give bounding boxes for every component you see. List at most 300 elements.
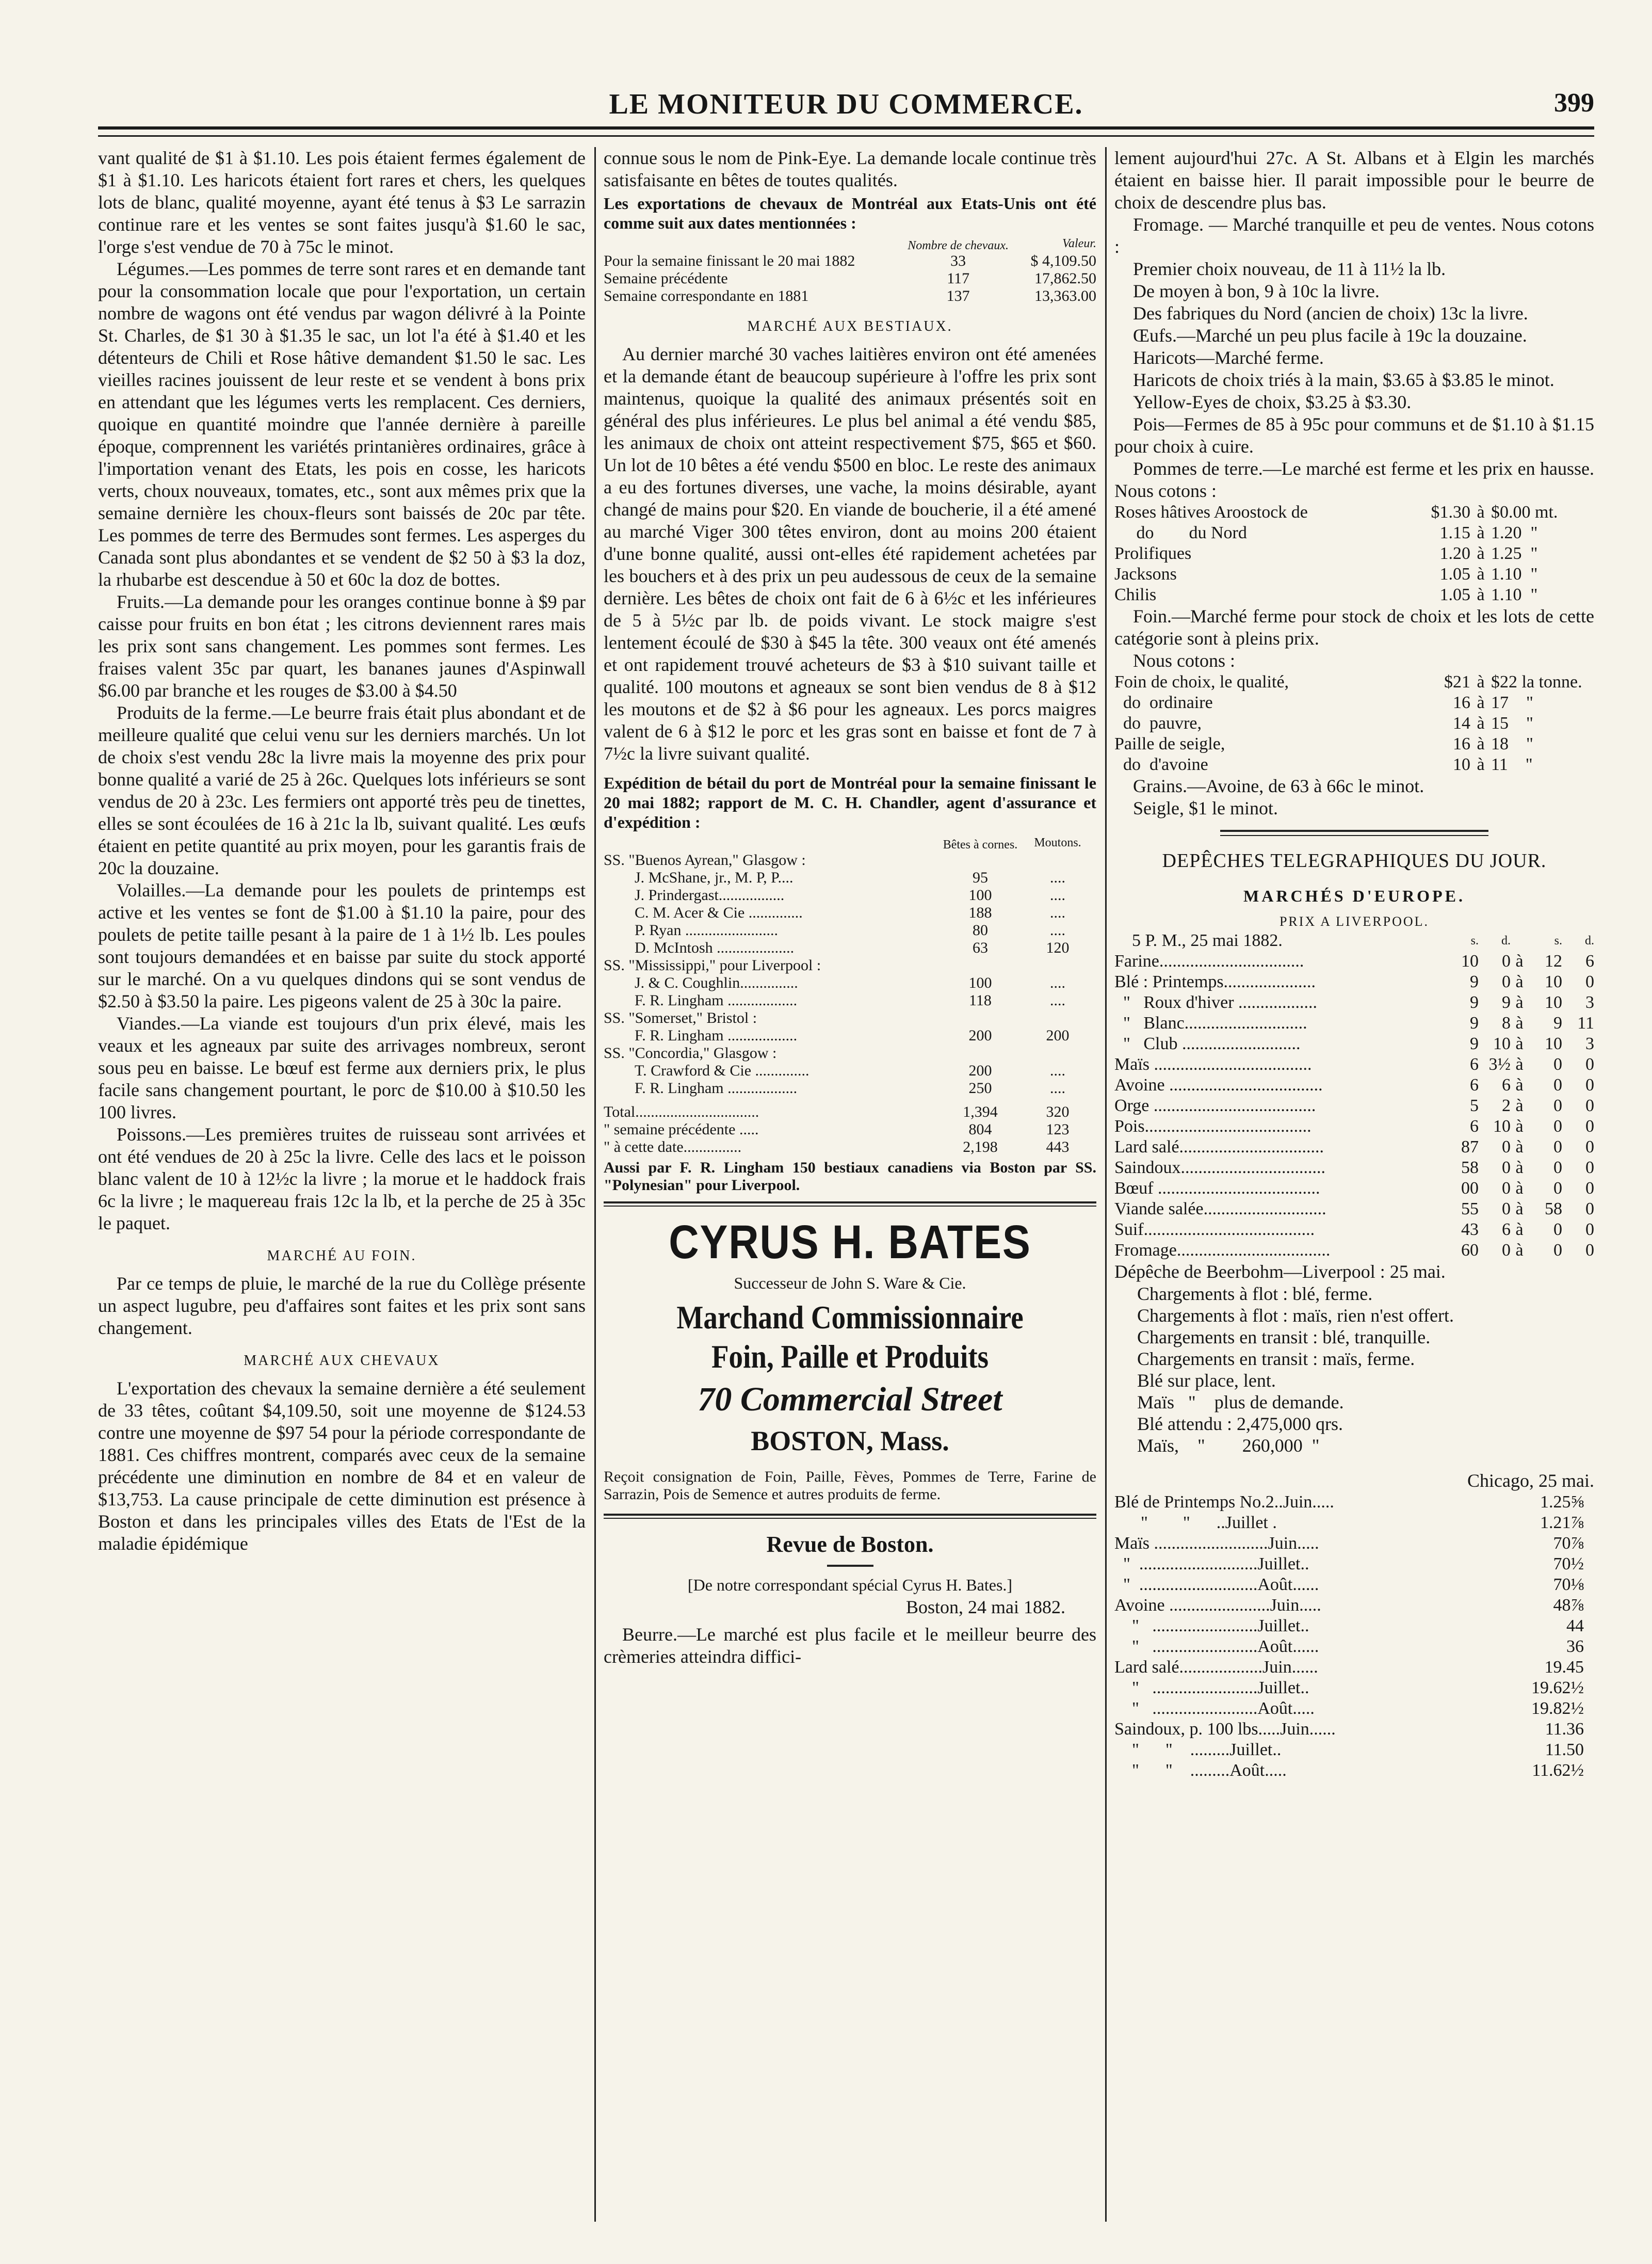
expedition-note: Aussi par F. R. Lingham 150 bestiaux canadiens via Boston par SS. "Polynesian" pour Liverpool. <box>604 1159 1096 1194</box>
expedition-row-betes: 95 <box>973 869 988 886</box>
table-row <box>604 1062 1096 1080</box>
table-row <box>1114 693 1594 713</box>
liverpool-sep: à <box>1515 1055 1524 1074</box>
liverpool-s1: 60 <box>1461 1241 1479 1260</box>
liverpool-sep: à <box>1515 1117 1524 1136</box>
price-sep: à <box>1477 672 1485 692</box>
price-sep: à <box>1477 693 1485 712</box>
liverpool-d2: 0 <box>1585 1179 1594 1198</box>
expedition-row-label: SS. "Concordia," Glasgow : <box>604 1045 777 1062</box>
table-row <box>604 1138 1096 1156</box>
table-row <box>604 287 1096 305</box>
price-sep: à <box>1477 523 1485 542</box>
foin-cotons: Nous cotons : <box>1133 650 1235 671</box>
liverpool-sep: à <box>1515 1137 1524 1157</box>
expedition-row-betes: 250 <box>968 1080 992 1097</box>
liverpool-label: Viande salée............................ <box>1114 1199 1326 1218</box>
price-high: $22 la tonne. <box>1491 672 1582 692</box>
fromage-paragraph: Fromage. — Marché tranquille et peu de ventes. Nous cotons : <box>1114 214 1594 257</box>
liverpool-s1: 55 <box>1461 1199 1479 1218</box>
liverpool-sep: à <box>1515 1158 1524 1177</box>
liverpool-d1: 10 <box>1493 1117 1511 1136</box>
price-high: 1.20 " <box>1491 523 1538 542</box>
liverpool-sep: à <box>1515 1179 1524 1198</box>
liverpool-s1: 00 <box>1461 1179 1479 1198</box>
chicago-value: 36 <box>1566 1637 1584 1656</box>
ad-company-name: CYRUS H. BATES <box>669 1216 1031 1269</box>
chicago-value: 70⅞ <box>1553 1534 1584 1553</box>
chicago-heading: Chicago, 25 mai. <box>1467 1470 1594 1491</box>
table-row <box>604 852 1096 869</box>
expedition-row-moutons: 120 <box>1046 939 1070 956</box>
total-moutons: 443 <box>1046 1138 1070 1155</box>
beerbohm-lines <box>1114 1283 1594 1456</box>
oeufs-paragraph: Œufs.—Marché un peu plus facile à 19c la douzaine. <box>1133 325 1527 346</box>
beerbohm-line: Maïs, " 260,000 " <box>1137 1435 1320 1456</box>
expedition-row-label: J. & C. Coughlin............... <box>635 974 798 991</box>
liverpool-label: Lard salé................................. <box>1114 1137 1324 1157</box>
liverpool-s1: 10 <box>1461 952 1479 971</box>
export-row-label: Semaine correspondante en 1881 <box>604 287 809 304</box>
expedition-row-betes <box>942 852 1019 869</box>
liverpool-d2: 11 <box>1577 1014 1594 1033</box>
liverpool-sep: à <box>1515 1075 1524 1095</box>
table-row <box>604 1121 1096 1138</box>
expedition-row-label: SS. "Mississippi," pour Liverpool : <box>604 957 821 974</box>
total-label: " à cette date............... <box>604 1138 742 1155</box>
chicago-label: Lard salé...................Juin...... <box>1114 1658 1318 1677</box>
column-2 <box>604 147 1096 2222</box>
expedition-totals <box>604 1103 1096 1156</box>
fromage-line: Des fabriques du Nord (ancien de choix) 13c la livre. <box>1133 303 1528 324</box>
expedition-row-moutons: .... <box>1050 922 1065 939</box>
revue-byline: [De notre correspondant spécial Cyrus H. Bates.] <box>687 1576 1013 1594</box>
table-row <box>1114 1178 1594 1199</box>
export-row-valeur: 17,862.50 <box>1034 270 1096 287</box>
table-row <box>1114 1513 1594 1533</box>
page-header <box>98 88 1594 124</box>
liverpool-s1: 6 <box>1470 1075 1479 1095</box>
liverpool-col: d. <box>1501 934 1511 948</box>
price-label: do pauvre, <box>1114 714 1202 733</box>
liverpool-s2: 0 <box>1553 1055 1562 1074</box>
liverpool-d1: 6 <box>1502 1075 1511 1095</box>
table-row <box>1114 1199 1594 1219</box>
total-label: Total................................ <box>604 1103 759 1120</box>
price-sep: à <box>1477 714 1485 733</box>
chicago-value: 11.36 <box>1545 1720 1584 1739</box>
price-label: Prolifiques <box>1114 544 1192 563</box>
liverpool-col: s. <box>1554 934 1562 948</box>
price-low: 10 <box>1453 755 1470 774</box>
table-row <box>1114 1096 1594 1116</box>
liverpool-col-spacer <box>1511 930 1528 951</box>
liverpool-s1: 87 <box>1461 1137 1479 1157</box>
pinkeye-paragraph: connue sous le nom de Pink-Eye. La demande locale continue très satisfaisante en bêtes de toutes qualités. <box>604 148 1096 190</box>
export-row-nombre: 137 <box>946 287 970 304</box>
beerbohm-line: Chargements en transit : blé, tranquille. <box>1137 1327 1431 1347</box>
liverpool-d1: 2 <box>1502 1096 1511 1115</box>
table-row <box>1114 1219 1594 1240</box>
liverpool-label: " Club ........................... <box>1114 1034 1301 1053</box>
table-row <box>1114 523 1594 543</box>
export-table <box>604 235 1096 305</box>
expedition-row-betes: 200 <box>968 1027 992 1044</box>
export-row-nombre: 117 <box>947 270 970 287</box>
liverpool-d2: 0 <box>1585 1158 1594 1177</box>
price-low: 1.15 <box>1439 523 1470 542</box>
price-sep: à <box>1477 503 1485 522</box>
liverpool-s2: 0 <box>1553 1096 1562 1115</box>
chicago-label: " ...........................Juillet.. <box>1114 1554 1309 1573</box>
liverpool-s2: 0 <box>1553 1158 1562 1177</box>
masthead-title: LE MONITEUR DU COMMERCE. <box>609 88 1083 120</box>
price-low: 16 <box>1453 734 1470 753</box>
pommes-table <box>1114 502 1594 605</box>
header-rule-thick <box>98 126 1594 130</box>
table-row <box>1114 1075 1594 1096</box>
expedition-row-moutons: .... <box>1050 904 1065 921</box>
export-col-nombre: Nombre de chevaux. <box>908 239 1009 252</box>
divider <box>604 1206 1096 1207</box>
expedition-row-betes: 200 <box>968 1062 992 1079</box>
liverpool-label: Saindoux................................. <box>1114 1158 1325 1177</box>
table-row <box>1114 1636 1594 1657</box>
liverpool-sep: à <box>1515 993 1524 1012</box>
article-paragraph-viandes: Viandes.—La viande est toujours d'un prix élevé, mais les veaux et les agneaux par suite des arrivages nombreux, seront sous peu en baisse. Le bœuf est ferme aux derniers prix, le plus facile sans changement pourtant, le porc de $10.00 à $10.50 les 100 livres. <box>98 1013 586 1122</box>
table-row <box>1114 1116 1594 1137</box>
export-col-valeur: Valeur. <box>1062 237 1096 250</box>
divider <box>604 1201 1096 1203</box>
expedition-row-betes: 80 <box>973 922 988 939</box>
expedition-row-moutons <box>1019 1009 1096 1027</box>
table-row <box>604 974 1096 992</box>
price-high: 1.10 " <box>1491 565 1538 584</box>
expedition-row-moutons: .... <box>1050 1062 1065 1079</box>
price-low: 14 <box>1453 714 1470 733</box>
table-row <box>604 887 1096 904</box>
liverpool-label: Farine................................. <box>1114 952 1304 971</box>
chicago-value: 1.25⅝ <box>1540 1492 1584 1512</box>
liverpool-s2: 0 <box>1553 1117 1562 1136</box>
liverpool-s2: 0 <box>1553 1179 1562 1198</box>
liverpool-s1: 9 <box>1470 972 1479 991</box>
revue-beurre: Beurre.—Le marché est plus facile et le meilleur beurre des crèmeries atteindra diffici- <box>604 1624 1096 1667</box>
chicago-label: Avoine .......................Juin..... <box>1114 1596 1321 1615</box>
table-row <box>604 1009 1096 1027</box>
chicago-value: 48⅞ <box>1553 1596 1584 1615</box>
expedition-heading: Expédition de bétail du port de Montréal pour la semaine finissant le 20 mai 1882; rapport de M. C. H. Chandler, agent d'assurance et d'expédition : <box>604 774 1096 831</box>
liverpool-s2: 10 <box>1545 1034 1562 1053</box>
chicago-label: " ...........................Août...... <box>1114 1575 1319 1594</box>
europe-heading: MARCHÉS D'EUROPE. <box>1243 887 1465 905</box>
table-row <box>1114 1158 1594 1178</box>
liverpool-d2: 0 <box>1585 1096 1594 1115</box>
table-row <box>1114 1678 1594 1698</box>
liverpool-d2: 0 <box>1585 1241 1594 1260</box>
table-row <box>1114 1760 1594 1781</box>
total-betes: 2,198 <box>963 1138 998 1155</box>
price-high: $0.00 mt. <box>1491 503 1558 522</box>
table-row <box>1114 672 1594 693</box>
chicago-label: Maïs ..........................Juin..... <box>1114 1534 1319 1553</box>
table-row <box>1114 972 1594 992</box>
liverpool-sep: à <box>1515 1014 1524 1033</box>
price-label: Jacksons <box>1114 565 1177 584</box>
expedition-row-moutons: .... <box>1050 992 1065 1009</box>
expedition-table <box>604 834 1096 1097</box>
page-number: 399 <box>1554 88 1594 118</box>
table-row <box>604 252 1096 270</box>
beerbohm-line: Chargements à flot : maïs, rien n'est offert. <box>1137 1305 1454 1326</box>
table-row <box>1114 1698 1594 1719</box>
liverpool-d1: 9 <box>1502 993 1511 1012</box>
liverpool-table <box>1114 930 1594 1261</box>
expedition-row-moutons <box>1019 957 1096 974</box>
table-row <box>604 1045 1096 1062</box>
price-high: 11 " <box>1491 755 1533 774</box>
liverpool-label: Pois...................................... <box>1114 1117 1311 1136</box>
price-high: 1.10 " <box>1491 585 1538 604</box>
liverpool-label: Blé : Printemps..................... <box>1114 972 1316 991</box>
expedition-row-moutons: .... <box>1050 974 1065 991</box>
ad-line-1: Marchand Commissionnaire <box>676 1299 1024 1336</box>
expedition-row-betes <box>942 957 1019 974</box>
table-row <box>604 270 1096 287</box>
liverpool-d2: 3 <box>1585 993 1594 1012</box>
table-row <box>1114 1533 1594 1554</box>
table-row <box>1114 951 1594 972</box>
foin-paragraph-boston: Foin.—Marché ferme pour stock de choix et les lots de cette catégorie sont à pleins prix. <box>1114 606 1594 649</box>
ad-city: BOSTON, Mass. <box>751 1425 949 1456</box>
expedition-row-betes <box>942 1045 1019 1062</box>
expedition-row-label: F. R. Lingham .................. <box>635 1080 798 1097</box>
chicago-value: 44 <box>1566 1616 1584 1635</box>
price-high: 17 " <box>1491 693 1533 712</box>
article-paragraph-volailles: Volailles.—La demande pour les poulets de printemps est active et les ventes se font de $1.00 à $1.10 la paire, pour des poulets de petite taille pesant à la paire de 1 à 1½ lb. Les poules sont toujours demandées et en baisse par suite du stock apporté sur le marché. On a vu quelques dindons qui se sont vendus de $2.50 à $3.50 la paire. Les pigeons valent de 25 à 30c la paire. <box>98 880 586 1011</box>
expedition-row-label: D. McIntosh .................... <box>635 939 795 956</box>
total-moutons: 320 <box>1046 1103 1070 1120</box>
ad-notes: Reçoit consignation de Foin, Paille, Fèves, Pommes de Terre, Farine de Sarrazin, Pois de Semence et autres produits de ferme. <box>604 1468 1096 1503</box>
fromage-line: De moyen à bon, 9 à 10c la livre. <box>1133 281 1380 301</box>
article-paragraph-produits: Produits de la ferme.—Le beurre frais était plus abondant et de meilleure qualité que celui venu sur les derniers marchés. Un lot de choix s'est vendu 28c la livre mais la moyenne des prix pour bonne qualité a varié de 25 à 26c. Quelques lots inférieurs se sont vendus de 20 à 23c. Les fermiers ont apporté très peu de tinettes, elles se sont écoulées de 16 à 21c la lb, suivant qualité. Les œufs étaient en petite quantité au prix moyen, pour les garantis frais de 20c la douzaine. <box>98 702 586 878</box>
liverpool-s2: 12 <box>1545 952 1562 971</box>
chicago-value: 70½ <box>1553 1554 1584 1573</box>
chicago-value: 11.62½ <box>1532 1761 1584 1780</box>
section-heading-bestiaux: MARCHÉ AUX BESTIAUX. <box>747 318 953 334</box>
foin-paragraph: Par ce temps de pluie, le marché de la rue du Collège présente un aspect lugubre, peu d'affaires sont faites et les prix sont sans changement. <box>98 1273 586 1338</box>
price-low: $1.30 <box>1431 503 1470 522</box>
chicago-table <box>1114 1492 1594 1781</box>
fromage-line: Premier choix nouveau, de 11 à 11½ la lb. <box>1133 259 1446 279</box>
expedition-row-betes: 100 <box>968 974 992 991</box>
article-paragraph-poissons: Poissons.—Les premières truites de ruisseau sont arrivées et ont été vendues de 20 à 25c la livre. Celle des lacs et le poisson blanc valent de 10 à 12½c la livre ; la morue et le haddock frais 6c la livre ; le maquereau frais 12c la lb, et la perche de 25 à 35c le paquet. <box>98 1124 586 1233</box>
chicago-label: Saindoux, p. 100 lbs.....Juin...... <box>1114 1720 1336 1739</box>
beerbohm-line: Blé sur place, lent. <box>1137 1370 1276 1391</box>
price-label: Paille de seigle, <box>1114 734 1225 753</box>
column-1 <box>98 147 586 2222</box>
table-row <box>1114 1616 1594 1636</box>
grains-paragraph: Grains.—Avoine, de 63 à 66c le minot. <box>1133 776 1424 796</box>
chicago-value: 19.45 <box>1544 1658 1584 1677</box>
liverpool-d1: 0 <box>1502 1137 1511 1157</box>
table-row <box>1114 713 1594 734</box>
total-label: " semaine précédente ..... <box>604 1121 759 1138</box>
total-moutons: 123 <box>1046 1121 1070 1138</box>
liverpool-label: " Roux d'hiver .................. <box>1114 993 1318 1012</box>
table-row <box>1114 1054 1594 1075</box>
expedition-row-moutons: .... <box>1050 869 1065 886</box>
table-row <box>604 992 1096 1009</box>
section-heading-chevaux: MARCHÉ AUX CHEVAUX <box>244 1353 440 1369</box>
liverpool-s1: 58 <box>1461 1158 1479 1177</box>
liverpool-label: " Blanc............................ <box>1114 1014 1307 1033</box>
liverpool-s2: 9 <box>1553 1014 1562 1033</box>
price-label: Chilis <box>1114 585 1157 604</box>
table-row <box>604 869 1096 887</box>
table-row <box>1114 1492 1594 1513</box>
liverpool-time: 5 P. M., 25 mai 1882. <box>1132 931 1283 950</box>
chicago-label: " ........................Juillet.. <box>1114 1616 1309 1635</box>
revue-date: Boston, 24 mai 1882. <box>905 1597 1065 1617</box>
liverpool-label: Orge ..................................... <box>1114 1096 1316 1115</box>
table-row <box>1114 734 1594 754</box>
table-row <box>1114 1719 1594 1740</box>
article-paragraph-fruits: Fruits.—La demande pour les oranges continue bonne à $9 par caisse pour fruits en bon état ; les citrons deviennent rares mais les prix sont sans changement. Les pommes sont fermes. Les fraises valent 35c par quart, les bananes jaunes d'Aspinwall $6.00 par branche et les rouges de $3.00 à $4.50 <box>98 591 586 701</box>
price-low: $21 <box>1444 672 1470 692</box>
table-row <box>1114 1740 1594 1760</box>
liverpool-d1: 10 <box>1493 1034 1511 1053</box>
price-low: 1.20 <box>1439 544 1470 563</box>
export-row-label: Semaine précédente <box>604 270 728 287</box>
chicago-label: Blé de Printemps No.2..Juin..... <box>1114 1492 1334 1512</box>
price-low: 16 <box>1453 693 1470 712</box>
haricots-paragraph: Haricots—Marché ferme. <box>1133 347 1324 368</box>
expedition-row-betes: 63 <box>973 939 988 956</box>
expedition-row-moutons: .... <box>1050 1080 1065 1097</box>
liverpool-label: Bœuf ..................................... <box>1114 1179 1320 1198</box>
chicago-value: 70⅛ <box>1553 1575 1584 1594</box>
table-row <box>604 957 1096 974</box>
column-3 <box>1114 147 1594 2222</box>
ad-successor: Successeur de John S. Ware & Cie. <box>734 1274 966 1292</box>
price-sep: à <box>1477 585 1485 604</box>
expedition-row-betes: 100 <box>968 887 992 904</box>
table-row <box>1114 1034 1594 1054</box>
export-row-nombre: 33 <box>950 252 966 269</box>
ad-street: 70 Commercial Street <box>698 1380 1002 1418</box>
expedition-col-moutons: Moutons. <box>1034 836 1081 849</box>
chicago-value: 1.21⅞ <box>1540 1513 1584 1532</box>
table-row <box>1114 1013 1594 1034</box>
beerbohm-heading: Dépêche de Beerbohm—Liverpool : 25 mai. <box>1114 1261 1446 1282</box>
table-row <box>1114 754 1594 775</box>
liverpool-sep: à <box>1515 1096 1524 1115</box>
liverpool-d2: 3 <box>1585 1034 1594 1053</box>
liverpool-sep: à <box>1515 952 1524 971</box>
liverpool-s1: 9 <box>1470 1034 1479 1053</box>
liverpool-s1: 9 <box>1470 993 1479 1012</box>
table-row <box>1114 992 1594 1013</box>
liverpool-label: Fromage................................... <box>1114 1241 1331 1260</box>
liverpool-d2: 0 <box>1585 1055 1594 1074</box>
haricots-line: Yellow-Eyes de choix, $3.25 à $3.30. <box>1133 392 1412 412</box>
price-label: do ordinaire <box>1114 693 1213 712</box>
liverpool-d1: 6 <box>1502 1220 1511 1239</box>
beerbohm-line: Chargements à flot : blé, ferme. <box>1137 1283 1373 1304</box>
expedition-row-label: J. Prindergast................. <box>635 887 785 904</box>
liverpool-d2: 0 <box>1585 1075 1594 1095</box>
liverpool-sep: à <box>1515 1034 1524 1053</box>
liverpool-s1: 43 <box>1461 1220 1479 1239</box>
price-sep: à <box>1477 734 1485 753</box>
liverpool-sep: à <box>1515 1220 1524 1239</box>
liverpool-d1: 0 <box>1502 952 1511 971</box>
article-paragraph: vant qualité de $1 à $1.10. Les pois étaient fermes également de $1 à $1.10. Les haricots étaient fort rares et chers, les quelques lots de blanc, qualité moyenne, ayant été tenus à $3 Le sarrazin continue rare et les ventes se sont faites jusqu'à $1.60 le sac, l'orge s'est vendue de 70 à 75c le minot. <box>98 148 586 257</box>
table-row <box>1114 564 1594 585</box>
table-row <box>604 922 1096 939</box>
price-high: 1.25 " <box>1491 544 1538 563</box>
liverpool-d2: 0 <box>1585 1199 1594 1218</box>
price-sep: à <box>1477 565 1485 584</box>
beerbohm-line: Chargements en transit : maïs, ferme. <box>1137 1348 1415 1369</box>
table-row <box>1114 1595 1594 1616</box>
pommes-paragraph: Pommes de terre.—Le marché est ferme et les prix en hausse. Nous cotons : <box>1114 458 1594 501</box>
beerbohm-line: Blé attendu : 2,475,000 qrs. <box>1137 1414 1343 1434</box>
liverpool-col: s. <box>1470 934 1479 948</box>
seigle-line: Seigle, $1 le minot. <box>1133 798 1278 818</box>
short-divider <box>827 1565 873 1567</box>
expedition-row-label: J. McShane, jr., M. P, P.... <box>635 869 793 886</box>
chicago-label: " " .........Août..... <box>1114 1761 1287 1780</box>
section-heading-foin: MARCHÉ AU FOIN. <box>267 1248 417 1264</box>
liverpool-s1: 6 <box>1470 1117 1479 1136</box>
table-row <box>1114 543 1594 564</box>
price-label: do du Nord <box>1114 523 1247 542</box>
advertisement-cyrus-bates <box>604 1214 1096 1503</box>
expedition-row-moutons: 200 <box>1046 1027 1070 1044</box>
liverpool-sep: à <box>1515 972 1524 991</box>
expedition-row-moutons <box>1019 852 1096 869</box>
chicago-label: " ........................Août..... <box>1114 1699 1315 1718</box>
export-row-valeur: $ 4,109.50 <box>1030 252 1096 269</box>
liverpool-d2: 0 <box>1585 1220 1594 1239</box>
price-sep: à <box>1477 544 1485 563</box>
expedition-row-label: P. Ryan ........................ <box>635 922 778 939</box>
table-row <box>1114 1137 1594 1158</box>
table-row <box>1114 502 1594 523</box>
table-row <box>1114 585 1594 605</box>
expedition-row-label: SS. "Somerset," Bristol : <box>604 1009 757 1026</box>
liverpool-d2: 0 <box>1585 1137 1594 1157</box>
chicago-label: " " ..Juillet . <box>1114 1513 1277 1532</box>
liverpool-col: d. <box>1585 934 1594 948</box>
pois-paragraph: Pois—Fermes de 85 à 95c pour communs et de $1.10 à $1.15 pour choix à cuire. <box>1114 414 1594 457</box>
liverpool-label: Suif....................................... <box>1114 1220 1315 1239</box>
expedition-row-label: F. R. Lingham .................. <box>635 1027 798 1044</box>
table-row <box>604 1027 1096 1045</box>
price-label: Foin de choix, le qualité, <box>1114 672 1289 692</box>
expedition-row-label: C. M. Acer & Cie .............. <box>635 904 803 921</box>
liverpool-d1: 8 <box>1502 1014 1511 1033</box>
table-row <box>1114 1240 1594 1261</box>
table-row <box>1114 1554 1594 1575</box>
liverpool-d1: 0 <box>1502 1179 1511 1198</box>
price-label: Roses hâtives Aroostock de <box>1114 503 1308 522</box>
expedition-row-label: T. Crawford & Cie .............. <box>635 1062 809 1079</box>
liverpool-heading: PRIX A LIVERPOOL. <box>1279 914 1430 929</box>
liverpool-d1: 0 <box>1502 1199 1511 1218</box>
